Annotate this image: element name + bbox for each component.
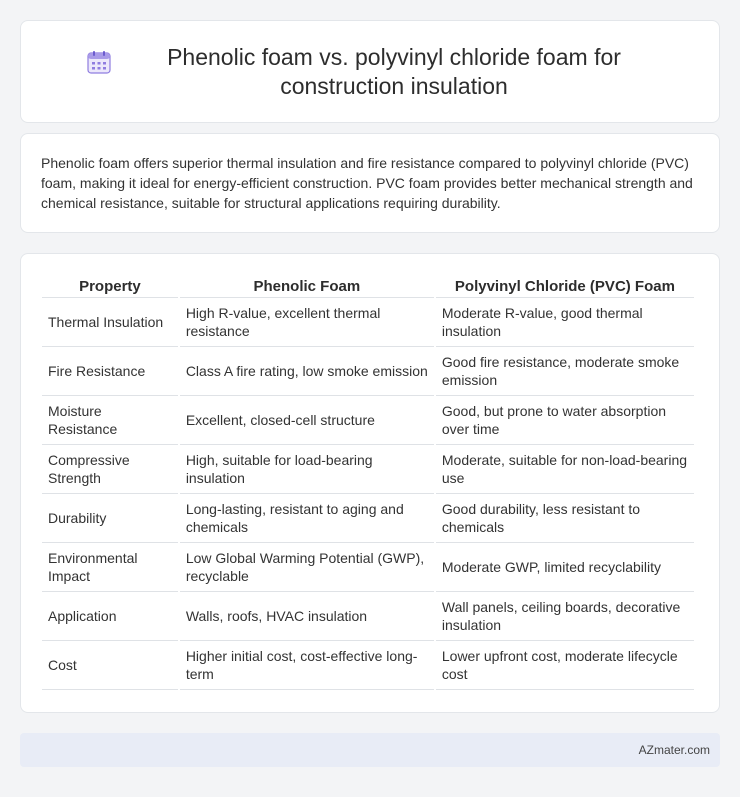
summary-card [20,133,720,233]
pvc-cell: Moderate R-value, good thermal insulation [436,298,694,347]
property-cell: Thermal Insulation [42,298,178,347]
pvc-cell: Good durability, less resistant to chemicals [436,494,694,543]
footer-bar [20,733,720,767]
pvc-cell: Good, but prone to water absorption over time [436,396,694,445]
pvc-cell: Moderate, suitable for non-load-bearing use [436,445,694,494]
phenolic-cell: Low Global Warming Potential (GWP), recyclable [180,543,434,592]
table-header-row [42,274,694,298]
property-cell: Fire Resistance [42,347,178,396]
phenolic-cell: Long-lasting, resistant to aging and chemicals [180,494,434,543]
property-cell: Compressive Strength [42,445,178,494]
table-row [42,494,694,543]
phenolic-cell: High R-value, excellent thermal resistance [180,298,434,347]
header-property: Property [42,274,178,298]
phenolic-cell: Class A fire rating, low smoke emission [180,347,434,396]
pvc-cell: Wall panels, ceiling boards, decorative insulation [436,592,694,641]
calendar-icon [86,49,112,75]
comparison-table [40,274,696,690]
phenolic-cell: Higher initial cost, cost-effective long-term [180,641,434,690]
table-row [42,445,694,494]
table-row [42,396,694,445]
pvc-cell: Moderate GWP, limited recyclability [436,543,694,592]
phenolic-cell: High, suitable for load-bearing insulation [180,445,434,494]
property-cell: Moisture Resistance [42,396,178,445]
comparison-table-card [20,253,720,713]
property-cell: Environmental Impact [42,543,178,592]
phenolic-cell: Walls, roofs, HVAC insulation [180,592,434,641]
table-row [42,592,694,641]
pvc-cell: Good fire resistance, moderate smoke emission [436,347,694,396]
property-cell: Application [42,592,178,641]
pvc-cell: Lower upfront cost, moderate lifecycle cost [436,641,694,690]
property-cell: Cost [42,641,178,690]
page-title: Phenolic foam vs. polyvinyl chloride foam for construction insulation [167,43,621,99]
phenolic-cell: Excellent, closed-cell structure [180,396,434,445]
summary-text: Phenolic foam offers superior thermal insulation and fire resistance compared to polyvinyl chloride (PVC) foam, making it ideal for energy-efficient construction. PVC foam provides better mechanical strength and chemical resistance, suitable for structural applications requiring durability. [41,155,693,211]
footer-brand[interactable]: AZmater.com [638,743,710,757]
table-row [42,641,694,690]
title-wrap [86,43,654,101]
header-phenolic-foam: Phenolic Foam [180,274,434,298]
header-pvc-foam: Polyvinyl Chloride (PVC) Foam [436,274,694,298]
title-card [20,20,720,123]
table-row [42,347,694,396]
property-cell: Durability [42,494,178,543]
table-row [42,298,694,347]
table-row [42,543,694,592]
